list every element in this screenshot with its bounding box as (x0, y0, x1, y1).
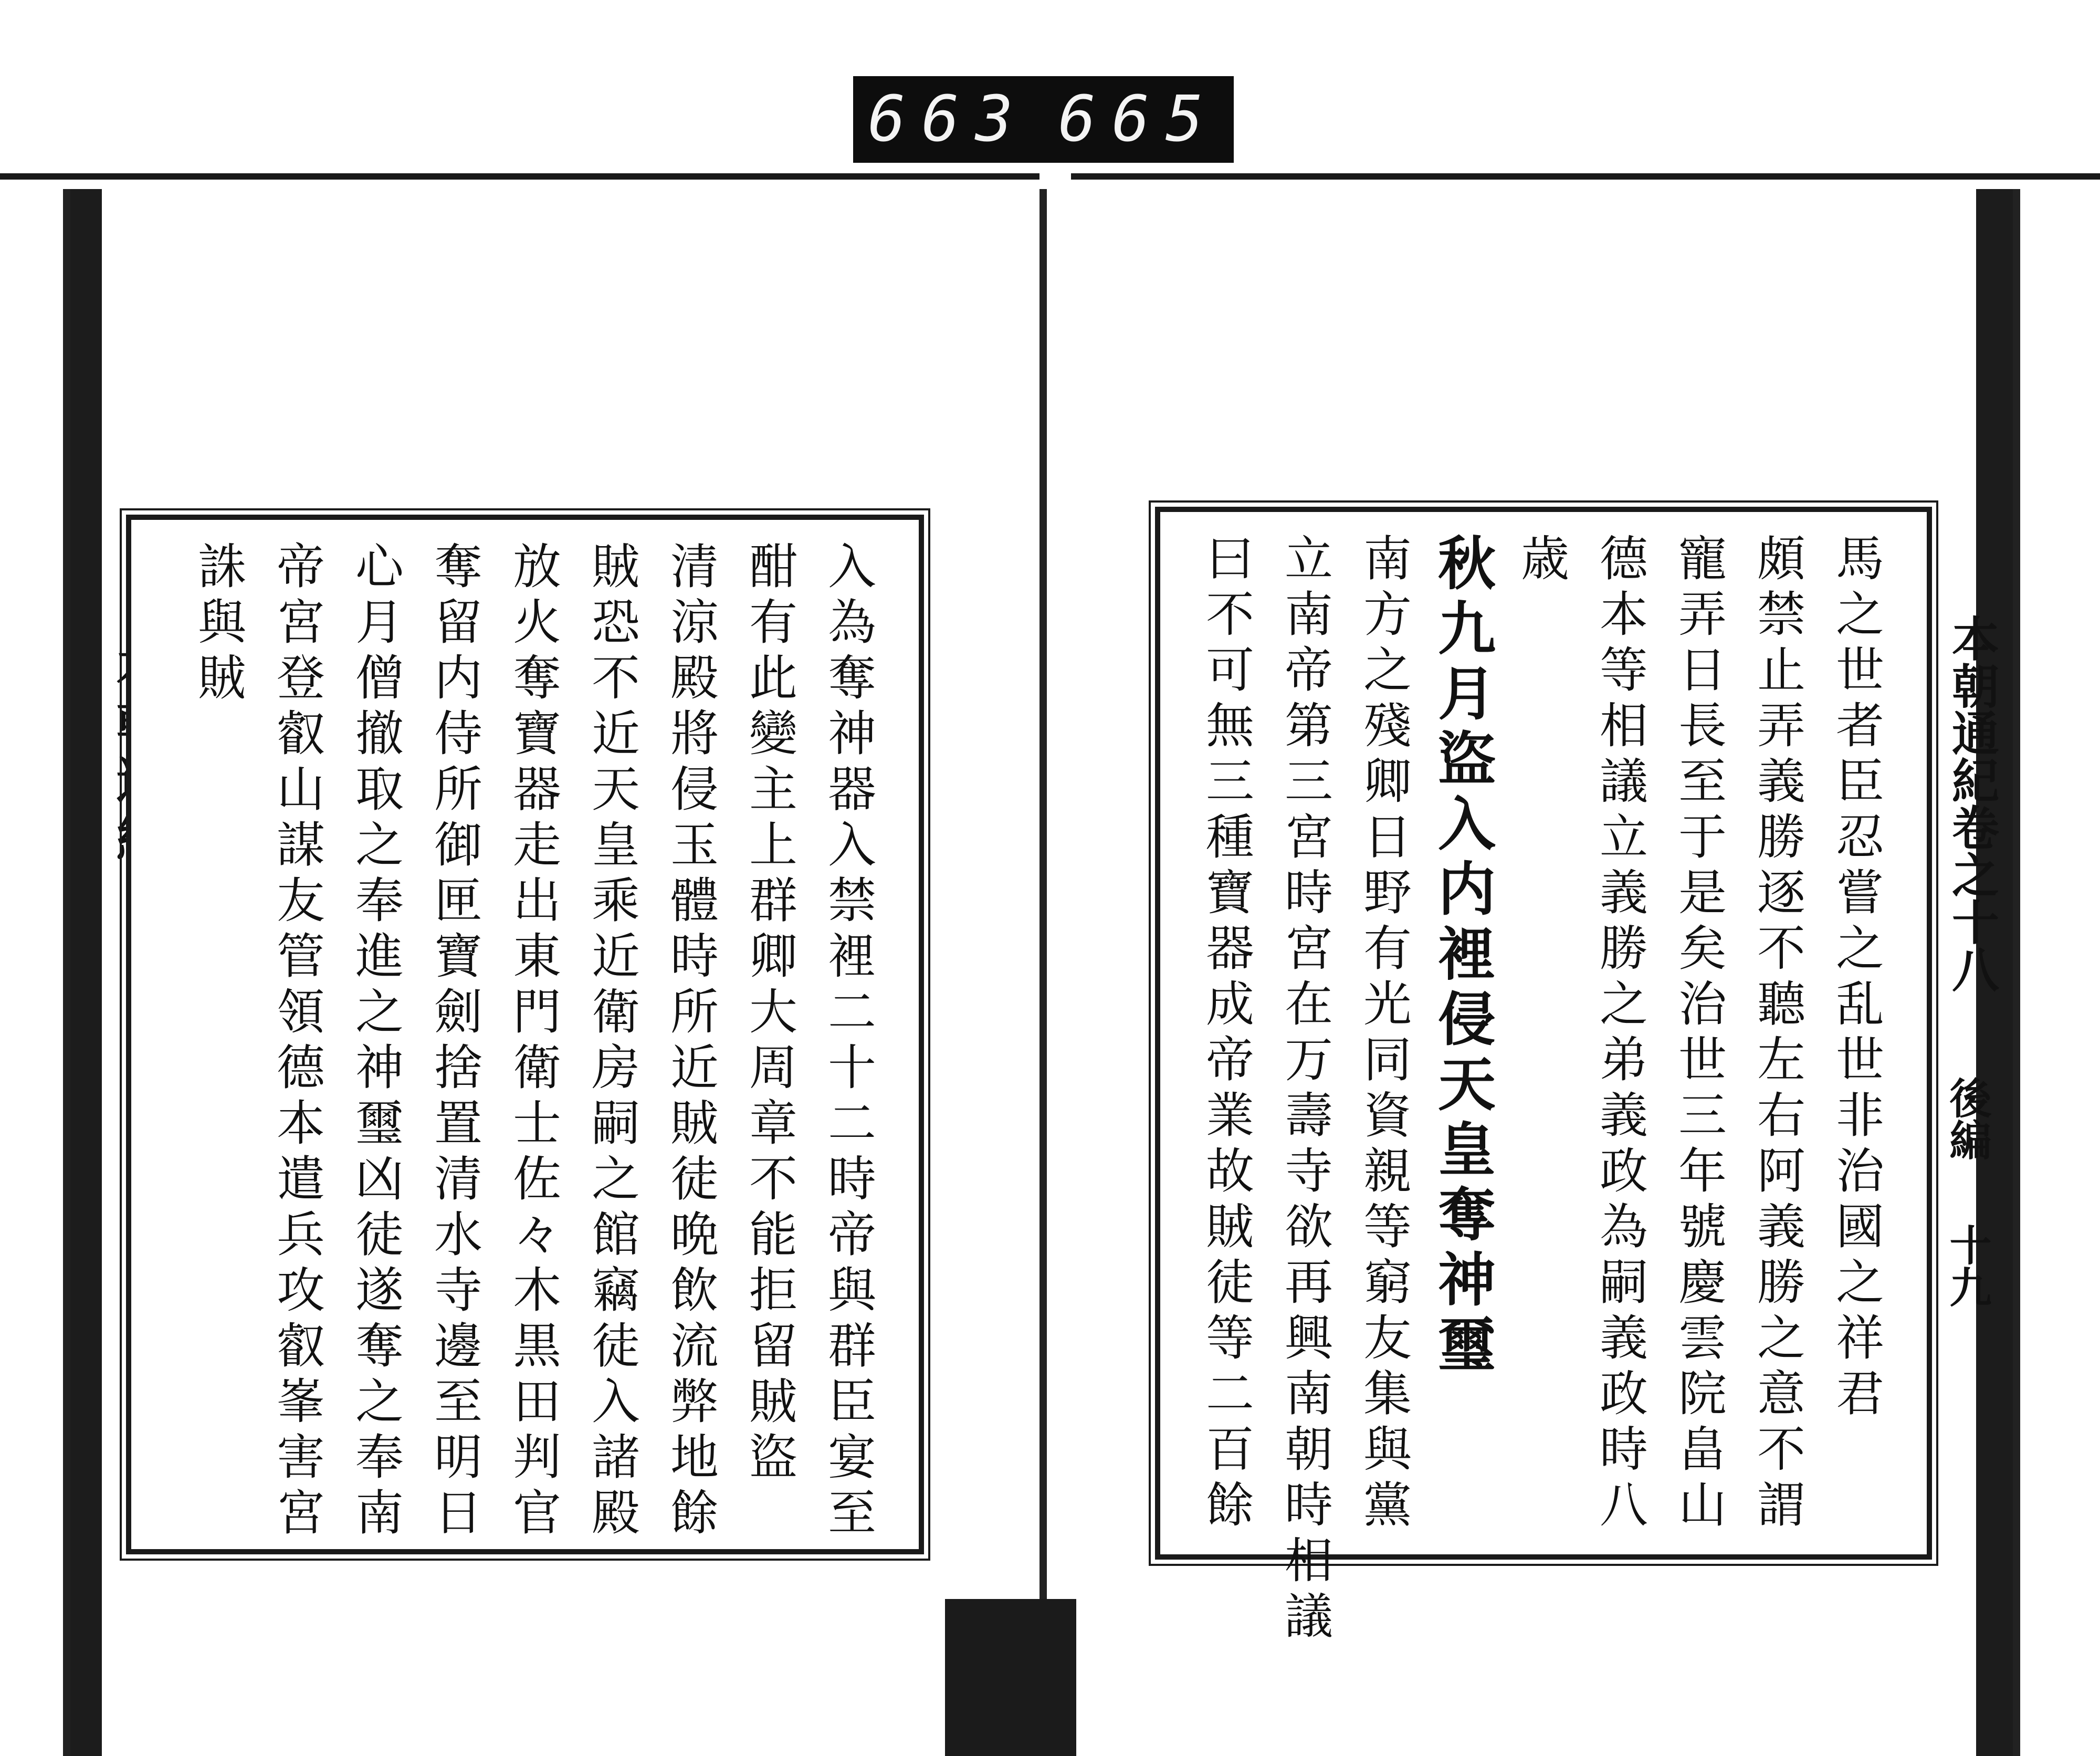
text-column: 誅與賊 (190, 541, 246, 708)
gutter-shadow-left (945, 1599, 1040, 1756)
left-page-spine-edge (70, 189, 102, 1756)
scan-top-rule-right (1071, 173, 2100, 180)
archive-label-strip (853, 76, 1234, 163)
text-column: 放火奪寶器走出東門衛士佐々木黒田判官 (505, 541, 561, 1543)
right-margin-subtitle: 後編 (1942, 1076, 1992, 1161)
text-column: 歳 (1513, 533, 1569, 589)
right-text-frame (1155, 507, 1932, 1646)
text-column: 入為奪神器入禁裡二十二時帝與群臣宴至 (820, 541, 876, 1543)
text-column: 立南帝第三宮時宮在万壽寺欲再興南朝時相議 (1277, 533, 1333, 1646)
text-column: 寵弄日長至于是矣治世三年號慶雲院畠山 (1671, 533, 1727, 1535)
archive-number-right: 665 (1058, 83, 1220, 156)
text-column: 心月僧撤取之奉進之神璽凶徒遂奪之奉南 (348, 541, 404, 1543)
left-text-columns (163, 541, 887, 1543)
archive-number-left: 663 (867, 83, 1029, 156)
left-text-frame (126, 515, 924, 1554)
text-column: 馬之世者臣忍嘗之乱世非治國之祥君 (1828, 533, 1884, 1424)
text-column: 曰不可無三種寶器成帝業故賊徒等二百餘 (1198, 533, 1254, 1535)
gutter-shadow-right (1029, 1599, 1076, 1756)
right-margin-title: 本朝通紀卷之十八 (1944, 614, 1999, 992)
text-column: 賊恐不近天皇乘近衛房嗣之館竊徒入諸殿 (584, 541, 640, 1543)
section-heading: 秋九月盜入内裡侵天皇奪神璽 (1429, 533, 1496, 1379)
right-margin-page-number: 十九 (1942, 1224, 1992, 1308)
text-column: 頗禁止弄義勝逐不聽左右阿義勝之意不謂 (1749, 533, 1805, 1535)
text-column: 奪留内侍所御匣寶劍捨置清水寺邊至明日 (426, 541, 482, 1543)
text-column: 帝宮登叡山謀友管領德本遣兵攻叡峯害宮 (269, 541, 325, 1543)
text-column: 德本等相議立義勝之弟義政為嗣義政時八 (1592, 533, 1648, 1535)
text-column: 清涼殿將侵玉體時所近賊徒晩飲流弊地餘 (663, 541, 719, 1543)
right-text-columns (1192, 533, 1895, 1646)
text-column: 南方之殘卿日野有光同資親等窮友集與黨 (1356, 533, 1412, 1535)
text-column: 酣有此變主上群卿大周章不能拒留賊盜 (741, 541, 797, 1487)
scan-top-rule-left (0, 173, 1040, 180)
